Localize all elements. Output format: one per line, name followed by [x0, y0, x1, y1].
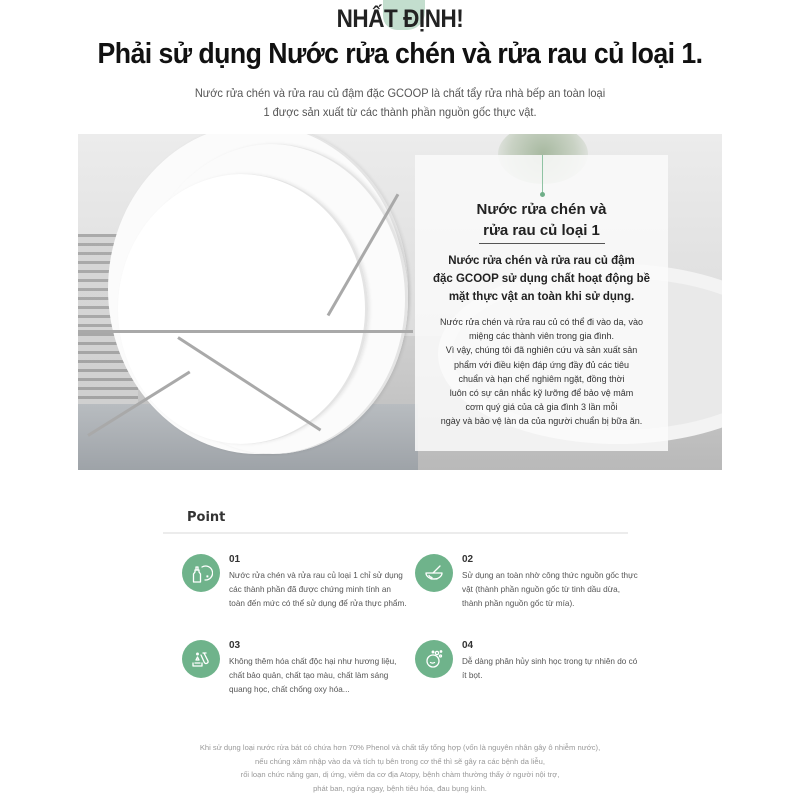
- foam-bubbles-icon: [415, 640, 453, 678]
- point-number: 04: [462, 640, 474, 651]
- overlay-body-line: Nước rửa chén và rửa rau củ có thể đi vào da, vào: [439, 317, 644, 327]
- overlay-subtitle-line: đặc GCOOP sử dụng chất hoạt động bề: [432, 273, 651, 285]
- point-heading: Point: [187, 510, 226, 525]
- overlay-body-line: luôn có sự cân nhắc kỹ lưỡng để bảo vệ mâm: [449, 388, 634, 399]
- decorative-dot: [540, 192, 545, 197]
- overlay-body-line: ngày và bảo vệ làn da của người chuẩn bị bữa ăn.: [440, 416, 643, 427]
- overlay-title-line: Nước rửa chén và: [476, 201, 607, 218]
- footnote-line: Khi sử dụng loại nước rửa bát có chứa hơn 70% Phenol và chất tẩy tổng hợp (vốn là nguyên nhân gây ô nhiễm nước),: [199, 743, 601, 752]
- overlay-subtitle-line: mặt thực vật an toàn khi sử dụng.: [448, 291, 635, 303]
- point-number: 01: [229, 554, 241, 565]
- overlay-title-line: rửa rau củ loại 1: [483, 222, 600, 239]
- overlay-title: [415, 199, 668, 241]
- point-number: 02: [462, 554, 474, 565]
- overlay-body-line: cơm quý giá của cả gia đình 3 lần mỗi: [465, 402, 618, 413]
- overlay-body-line: phẩm với điều kiện đáp ứng đầy đủ các tiêu: [453, 359, 630, 370]
- overlay-body-line: Vì vậy, chúng tôi đã nghiên cứu và sản xuất sản: [445, 345, 638, 356]
- point-text: Không thêm hóa chất độc hại như hương liệu, chất bảo quản, chất tạo màu, chất làm sáng quang học, chất chống oxy hóa...: [229, 657, 397, 694]
- footnote-line: phát ban, ngứa ngay, bệnh tiêu hóa, đau bụng kinh.: [313, 783, 487, 793]
- point-text: Dễ dàng phân hủy sinh học trong tự nhiên do có ít bọt.: [462, 657, 638, 680]
- footnote-line: rối loạn chức năng gan, dị ứng, viêm da cơ địa Atopy, bệnh chàm thường thấy ở người nội trợ,: [240, 770, 560, 779]
- mortar-bowl-icon: [415, 554, 453, 592]
- chemical-test-tube-icon: [182, 640, 220, 678]
- overlay-subtitle: [415, 252, 668, 306]
- hero-description-line: Nước rửa chén và rửa rau củ đậm đặc GCOOP là chất tẩy rửa nhà bếp an toàn loại: [194, 86, 606, 100]
- hero-title: Phải sử dụng Nước rửa chén và rửa rau củ loại 1.: [97, 38, 703, 70]
- hero-description-line: 1 được sản xuất từ các thành phần nguồn gốc thực vật.: [263, 105, 537, 119]
- footnote-line: nếu chúng xâm nhập vào da và tích tụ bên trong cơ thể thì sẽ gây ra các bệnh da liễu,: [255, 756, 545, 766]
- hero-description: [32, 84, 768, 122]
- overlay-divider: [479, 243, 605, 244]
- overlay-subtitle-line: Nước rửa chén và rửa rau củ đậm: [448, 255, 635, 267]
- point-divider: [163, 532, 628, 534]
- point-number: 03: [229, 640, 241, 651]
- decorative-stem: [542, 155, 543, 193]
- photo-rack-bar: [78, 330, 413, 333]
- overlay-body-line: miệng các thành viên trong gia đình.: [468, 331, 615, 342]
- point-text: Nước rửa chén và rửa rau củ loại 1 chỉ sử dụng các thành phần đã được chứng minh tính an toàn đến mức có thể sử dụng để rửa thực phẩm.: [229, 571, 407, 608]
- hero-eyebrow: NHẤT ĐỊNH!: [336, 5, 464, 33]
- overlay-body: [415, 315, 668, 429]
- detergent-bottle-plate-icon: [182, 554, 220, 592]
- footnote: [0, 741, 800, 795]
- overlay-body-line: chuẩn và hạn chế nghiêm ngặt, đồng thời: [458, 373, 625, 384]
- point-text: Sử dụng an toàn nhờ công thức nguồn gốc thực vật (thành phần nguồn gốc từ tinh dầu dừa, thành phần nguồn gốc từ mía).: [462, 571, 638, 608]
- info-overlay-card: [415, 155, 668, 451]
